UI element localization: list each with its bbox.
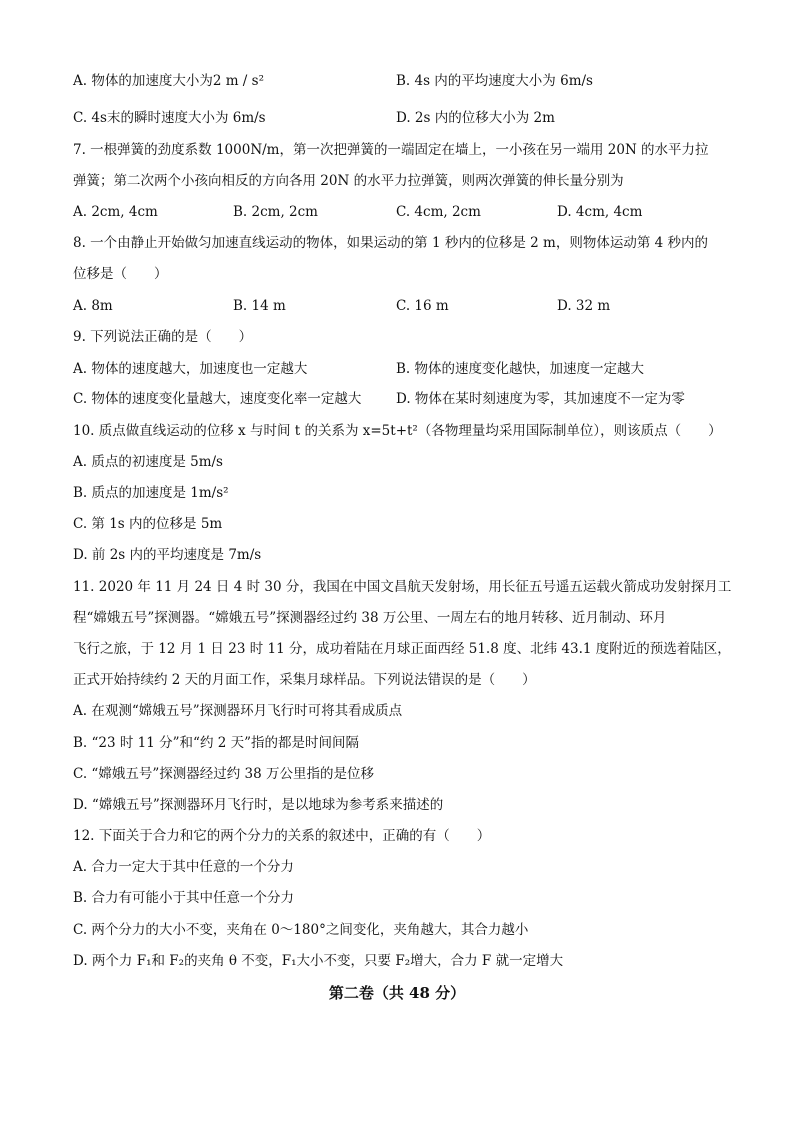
q12-option-a: A. 合力一定大于其中任意的一个分力 xyxy=(73,859,294,875)
q7-stem-line2: 弹簧；第二次两个小孩向相反的方向各用 20N 的水平力拉弹簧，则两次弹簧的伸长量分别为 xyxy=(73,173,624,189)
q12-option-d: D. 两个力 F₁和 F₂的夹角 θ 不变，F₁大小不变，只要 F₂增大，合力 F 就一定增大 xyxy=(73,953,564,969)
q7-option-a: A. 2cm, 4cm xyxy=(73,204,158,220)
q10-option-a: A. 质点的初速度是 5m/s xyxy=(73,454,223,470)
q6-option-d: D. 2s 内的位移大小为 2m xyxy=(396,110,555,126)
q11-stem-line3: 飞行之旅，于 12 月 1 日 23 时 11 分，成功着陆在月球正面西经 51.8 度、北纬 43.1 度附近的预选着陆区， xyxy=(73,641,731,657)
q8-option-c: C. 16 m xyxy=(396,298,449,314)
q11-option-d: D. “嫦娥五号”探测器环月飞行时，是以地球为参考系来描述的 xyxy=(73,797,444,813)
q9-stem: 9. 下列说法正确的是（ ） xyxy=(73,329,253,345)
q11-option-c: C. “嫦娥五号”探测器经过约 38 万公里指的是位移 xyxy=(73,766,374,782)
q10-option-c: C. 第 1s 内的位移是 5m xyxy=(73,516,223,532)
q6-option-a: A. 物体的加速度大小为2 m / s² xyxy=(73,73,264,89)
q8-stem-line2: 位移是（ ） xyxy=(73,266,168,282)
q12-option-c: C. 两个分力的大小不变，夹角在 0～180°之间变化，夹角越大，其合力越小 xyxy=(73,922,529,938)
q10-stem: 10. 质点做直线运动的位移 x 与时间 t 的关系为 x=5t+t²（各物理量均采用国际制单位），则该质点（ ） xyxy=(73,423,722,439)
q6-option-c: C. 4s末的瞬时速度大小为 6m/s xyxy=(73,110,266,126)
q11-option-b: B. “23 时 11 分”和“约 2 天”指的都是时间间隔 xyxy=(73,735,360,751)
q9-option-c: C. 物体的速度变化量越大，速度变化率一定越大 xyxy=(73,391,362,407)
q8-stem-line1: 8. 一个由静止开始做匀加速直线运动的物体，如果运动的第 1 秒内的位移是 2 m，则物体运动第 4 秒内的 xyxy=(73,235,708,251)
q7-option-c: C. 4cm, 2cm xyxy=(396,204,481,220)
q7-stem-line1: 7. 一根弹簧的劲度系数 1000N/m，第一次把弹簧的一端固定在墙上，一小孩在另一端用 20N 的水平力拉 xyxy=(73,142,709,158)
q10-option-b: B. 质点的加速度是 1m/s² xyxy=(73,485,229,501)
q12-option-b: B. 合力有可能小于其中任意一个分力 xyxy=(73,890,295,906)
q8-option-d: D. 32 m xyxy=(557,298,611,314)
q7-option-d: D. 4cm, 4cm xyxy=(557,204,643,220)
q9-option-b: B. 物体的速度变化越快，加速度一定越大 xyxy=(396,361,645,377)
q11-stem-line4: 正式开始持续约 2 天的月面工作，采集月球样品。下列说法错误的是（ ） xyxy=(73,672,536,688)
q11-option-a: A. 在观测“嫦娥五号”探测器环月飞行时可将其看成质点 xyxy=(73,703,403,719)
q12-stem: 12. 下面关于合力和它的两个分力的关系的叙述中，正确的有（ ） xyxy=(73,828,491,844)
q8-option-a: A. 8m xyxy=(73,298,113,314)
q6-option-b: B. 4s 内的平均速度大小为 6m/s xyxy=(396,73,593,89)
q10-option-d: D. 前 2s 内的平均速度是 7m/s xyxy=(73,547,262,563)
q8-option-b: B. 14 m xyxy=(233,298,286,314)
q9-option-d: D. 物体在某时刻速度为零，其加速度不一定为零 xyxy=(396,391,685,407)
q11-stem-line1: 11. 2020 年 11 月 24 日 4 时 30 分，我国在中国文昌航天发射场，用长征五号遥五运载火箭成功发射探月工 xyxy=(73,579,732,595)
q7-option-b: B. 2cm, 2cm xyxy=(233,204,318,220)
q9-option-a: A. 物体的速度越大，加速度也一定越大 xyxy=(73,361,308,377)
section-title: 第二卷（共 48 分） xyxy=(328,984,466,1002)
q11-stem-line2: 程“嫦娥五号”探测器。“嫦娥五号”探测器经过约 38 万公里、一周左右的地月转移、近月制动、环月 xyxy=(73,610,667,626)
